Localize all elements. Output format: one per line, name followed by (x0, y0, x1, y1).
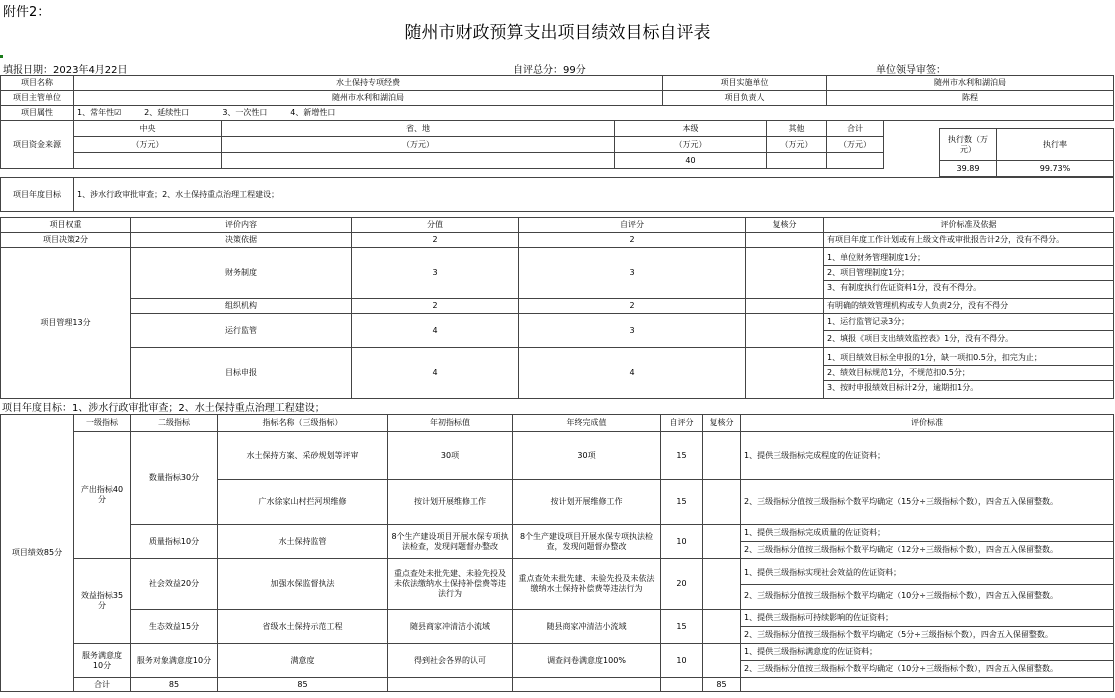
criteria-line: 2、项目管理制度1分； (824, 266, 1113, 281)
criteria-line: 1、项目绩效目标全申报的1分，缺一项扣0.5分，扣完为止； (824, 351, 1113, 366)
criteria-line: 1、提供三级指标满意度的佐证资料； (741, 644, 1113, 661)
impl-unit: 随州市水利和湖泊局 (827, 76, 1114, 91)
funds-executed-value: 39.89 (940, 161, 997, 177)
mgmt-criteria (824, 314, 1114, 348)
mgmt-review (746, 248, 824, 299)
mgmt-header-content: 评价内容 (131, 218, 352, 233)
perf-start: 重点查处未批先建、未验先投及未依法缴纳水土保持补偿费等违法行为 (388, 559, 513, 610)
perf-self: 15 (661, 480, 703, 525)
perf-start: 随县商家冲清洁小流域 (388, 610, 513, 644)
leader-review: 单位领导审签： (876, 65, 946, 76)
mgmt-content: 运行监管 (131, 314, 352, 348)
project-name: 水土保持专项经费 (74, 76, 663, 91)
decision-review (746, 233, 824, 248)
perf-self: 10 (661, 644, 703, 678)
management-table (0, 177, 1114, 399)
dept-label: 项目主管单位 (1, 91, 74, 106)
form-title: 随州市财政预算支出项目绩效目标自评表 (404, 23, 711, 43)
criteria-line: 3、按时申报绩效目标计2分，逾期扣1分。 (827, 383, 979, 392)
funds-other-unit: （万元） (767, 137, 827, 153)
perf-header-review: 复核分 (703, 415, 741, 432)
funds-total-unit: （万元） (827, 137, 884, 153)
attr-option-3: 3、一次性口 (222, 108, 268, 117)
mgmt-group: 项目管理13分 (1, 248, 131, 399)
perf-header-criteria: 评价标准 (741, 415, 1114, 432)
perf-self: 10 (661, 525, 703, 559)
perf-name: 加强水保监督执法 (218, 559, 388, 610)
perf-header-self: 自评分 (661, 415, 703, 432)
funds-label: 项目资金来源 (1, 121, 74, 169)
funds-province-unit: （万元） (222, 137, 615, 153)
perf-satisfaction-l2: 服务对象满意度10分 (131, 644, 218, 678)
owner: 陈程 (827, 91, 1114, 106)
total-score: 自评总分：99分 (513, 65, 586, 76)
cell-marker (0, 55, 3, 58)
mgmt-review (746, 348, 824, 399)
criteria-line: 2、绩效目标规范1分，不规范扣0.5分； (824, 366, 1113, 381)
perf-criteria: 2、三级指标分值按三级指标个数平均确定（15分÷三级指标个数），四舍五入保留整数。 (741, 480, 1114, 525)
attr-option-2: 2、延续性口 (144, 108, 190, 117)
perf-self: 15 (661, 432, 703, 480)
year-goal-label: 项目年度目标 (1, 178, 74, 212)
mgmt-score: 4 (352, 348, 519, 399)
mgmt-score: 2 (352, 299, 519, 314)
mgmt-header-criteria: 评价标准及依据 (824, 218, 1114, 233)
perf-criteria (741, 559, 1114, 610)
mgmt-header-self: 自评分 (519, 218, 746, 233)
perf-header-l1: 一级指标 (74, 415, 131, 432)
funds-county: 本级 (615, 121, 767, 137)
criteria-line: 2、三级指标分值按三级指标个数平均确定（12分÷三级指标个数），四舍五入保留整数。 (744, 545, 1058, 554)
perf-total-end (661, 678, 703, 692)
perf-criteria (741, 525, 1114, 559)
perf-total-self: 85 (703, 678, 741, 692)
funds-central-unit: （万元） (74, 137, 222, 153)
funds-county-value: 40 (615, 153, 767, 169)
project-name-label: 项目名称 (1, 76, 74, 91)
funds-province: 省、地 (222, 121, 615, 137)
perf-end: 重点查处未批先建、未验先投及未依法缴纳水土保持补偿费等违法行为 (513, 559, 661, 610)
funds-rate: 执行率 (997, 129, 1114, 161)
perf-qty: 数量指标30分 (131, 432, 218, 525)
perf-eco: 生态效益15分 (131, 610, 218, 644)
year-goal-line: 项目年度目标：1、涉水行政审批审查；2、水土保持重点治理工程建设； (2, 403, 325, 414)
mgmt-criteria (824, 348, 1114, 399)
mgmt-self: 3 (519, 314, 746, 348)
perf-name: 省级水土保持示范工程 (218, 610, 388, 644)
perf-total-l1: 85 (131, 678, 218, 692)
criteria-line: 3、有制度执行佐证资料1分，没有不得分。 (827, 283, 982, 292)
perf-end: 随县商家冲清洁小流域 (513, 610, 661, 644)
mgmt-criteria (824, 248, 1114, 299)
perf-social: 社会效益20分 (131, 559, 218, 610)
perf-self: 15 (661, 610, 703, 644)
decision-score: 2 (352, 233, 519, 248)
perf-name: 水土保持监管 (218, 525, 388, 559)
perf-name: 水土保持方案、采砂规划等评审 (218, 432, 388, 480)
perf-total-start (513, 678, 661, 692)
perf-start: 8个生产建设项目开展水保专项执法检查，发现问题督办整改 (388, 525, 513, 559)
perf-review (703, 480, 741, 525)
mgmt-review (746, 314, 824, 348)
fill-date: 填报日期：2023年4月22日 (3, 65, 128, 76)
criteria-line: 1、运行监管记录3分； (824, 314, 1113, 331)
perf-total-name (388, 678, 513, 692)
mgmt-score: 4 (352, 314, 519, 348)
perf-start: 按计划开展维修工作 (388, 480, 513, 525)
funds-county-unit: （万元） (615, 137, 767, 153)
criteria-line: 1、单位财务管理制度1分； (824, 251, 1113, 266)
mgmt-criteria: 有明确的绩效管理机构或专人负责2分，没有不得分 (824, 299, 1114, 314)
impl-unit-label: 项目实施单位 (663, 76, 827, 91)
criteria-line: 2、三级指标分值按三级指标个数平均确定（10分÷三级指标个数），四舍五入保留整数。 (744, 590, 1058, 600)
dept: 随州市水利和湖泊局 (74, 91, 663, 106)
criteria-line: 2、填报《项目支出绩效监控表》1分，没有不得分。 (827, 334, 1014, 343)
perf-service: 服务满意度10分 (74, 644, 131, 678)
decision-content: 决策依据 (131, 233, 352, 248)
attr-options (74, 106, 1114, 121)
perf-end: 调查问卷满意度100% (513, 644, 661, 678)
attr-option-1: 1、常年性☑ (77, 108, 122, 117)
performance-table (0, 414, 1114, 692)
perf-total-review (741, 678, 1114, 692)
perf-start: 得到社会各界的认可 (388, 644, 513, 678)
perf-self: 20 (661, 559, 703, 610)
funds-other-value (767, 153, 827, 169)
perf-criteria (741, 610, 1114, 644)
mgmt-review (746, 299, 824, 314)
perf-review (703, 432, 741, 480)
criteria-line: 1、提供三级指标实现社会效益的佐证资料； (741, 562, 1113, 585)
mgmt-content: 财务制度 (131, 248, 352, 299)
perf-header-l2: 二级指标 (131, 415, 218, 432)
perf-end: 30项 (513, 432, 661, 480)
attr-label: 项目属性 (1, 106, 74, 121)
mgmt-score: 3 (352, 248, 519, 299)
perf-name: 满意度 (218, 644, 388, 678)
mgmt-header-score: 分值 (352, 218, 519, 233)
perf-review (703, 559, 741, 610)
decision-criteria: 有项目年度工作计划或有上级文件或审批报告计2分，没有不得分。 (824, 233, 1114, 248)
perf-header-end: 年终完成值 (513, 415, 661, 432)
perf-name: 广水徐家山村拦河坝维修 (218, 480, 388, 525)
criteria-line: 1、提供三级指标可持续影响的佐证资料； (741, 610, 1113, 627)
funds-executed: 执行数（万元） (940, 129, 997, 161)
criteria-line: 2、三级指标分值按三级指标个数平均确定（10分÷三级指标个数），四舍五入保留整数。 (744, 664, 1058, 673)
mgmt-header-weight: 项目权重 (1, 218, 131, 233)
funds-central-value (74, 153, 222, 169)
perf-criteria: 1、提供三级指标完成程度的佐证资料； (741, 432, 1114, 480)
attr-option-4: 4、新增性口 (290, 108, 336, 117)
perf-end: 按计划开展维修工作 (513, 480, 661, 525)
perf-total-label: 合计 (74, 678, 131, 692)
attachment-label: 附件2： (3, 5, 51, 20)
year-goal-text: 1、涉水行政审批审查；2、水土保持重点治理工程建设； (74, 178, 1114, 212)
funds-exec-table (939, 128, 1114, 177)
perf-header-start: 年初指标值 (388, 415, 513, 432)
decision-self: 2 (519, 233, 746, 248)
mgmt-self: 4 (519, 348, 746, 399)
criteria-line: 1、提供三级指标完成质量的佐证资料； (741, 525, 1113, 542)
perf-header-name: 指标名称（三级指标） (218, 415, 388, 432)
decision-weight: 项目决策2分 (1, 233, 131, 248)
perf-benefit: 效益指标35分 (74, 559, 131, 644)
perf-review (703, 525, 741, 559)
perf-review (703, 610, 741, 644)
funds-central: 中央 (74, 121, 222, 137)
funds-rate-value: 99.73% (997, 161, 1114, 177)
perf-total-l2: 85 (218, 678, 388, 692)
mgmt-content: 目标申报 (131, 348, 352, 399)
mgmt-header-review: 复核分 (746, 218, 824, 233)
funds-total-value (827, 153, 884, 169)
funds-other: 其他 (767, 121, 827, 137)
funds-total: 合计 (827, 121, 884, 137)
owner-label: 项目负责人 (663, 91, 827, 106)
perf-end: 8个生产建设项目开展水保专项执法检查，发现问题督办整改 (513, 525, 661, 559)
perf-start: 30项 (388, 432, 513, 480)
perf-output: 产出指标40分 (74, 432, 131, 559)
mgmt-self: 2 (519, 299, 746, 314)
perf-group: 项目绩效85分 (1, 415, 74, 692)
perf-review (703, 644, 741, 678)
perf-quality: 质量指标10分 (131, 525, 218, 559)
perf-criteria (741, 644, 1114, 678)
mgmt-self: 3 (519, 248, 746, 299)
criteria-line: 2、三级指标分值按三级指标个数平均确定（5分÷三级指标个数），四舍五入保留整数。 (744, 630, 1053, 639)
mgmt-content: 组织机构 (131, 299, 352, 314)
funds-province-value (222, 153, 615, 169)
